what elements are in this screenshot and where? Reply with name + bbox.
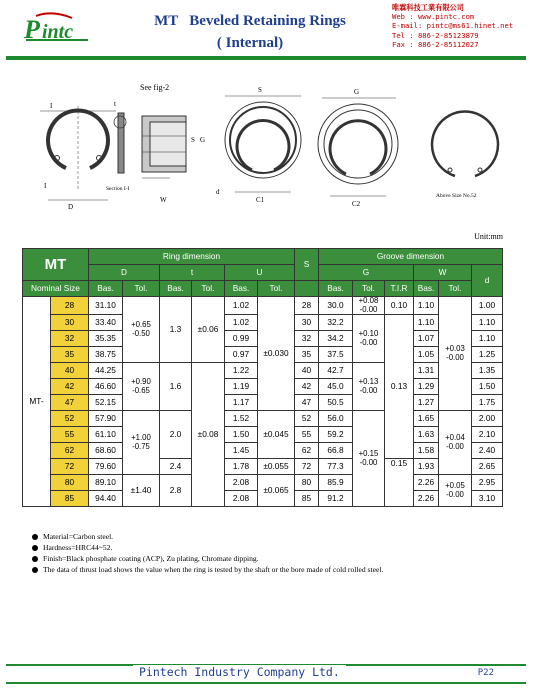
S-cell: 30 <box>295 315 319 331</box>
S-cell: 80 <box>295 475 319 491</box>
W-bas-cell: 1.65 <box>414 411 439 427</box>
U-bas-cell: 2.08 <box>225 475 258 491</box>
G-tir-header: T.I.R <box>385 281 414 297</box>
label-D: D <box>68 203 74 211</box>
G-tol-cell: +0.15 -0.00 <box>353 411 385 507</box>
t-bas-cell: 1.3 <box>160 297 192 363</box>
G-bas-cell: 77.3 <box>319 459 353 475</box>
section-view <box>114 113 186 178</box>
size-cell: 72 <box>51 459 89 475</box>
S-cell: 35 <box>295 347 319 363</box>
label-t: t <box>114 100 116 108</box>
U-bas-header: Bas. <box>225 281 258 297</box>
U-bas-cell: 1.19 <box>225 379 258 395</box>
svg-text:P: P <box>24 15 40 44</box>
W-bas-cell: 1.58 <box>414 443 439 459</box>
footer-company: Pintech Industry Company Ltd. <box>133 665 346 679</box>
bullet-icon <box>32 545 38 551</box>
U-bas-cell: 2.08 <box>225 491 258 507</box>
see-fig-label: See fig-2 <box>140 83 170 92</box>
S-cell: 32 <box>295 331 319 347</box>
G-bas-cell: 45.0 <box>319 379 353 395</box>
size-cell: 62 <box>51 443 89 459</box>
S-cell: 40 <box>295 363 319 379</box>
W-bas-cell: 2.26 <box>414 491 439 507</box>
S-cell: 55 <box>295 427 319 443</box>
W-bas-cell: 1.63 <box>414 427 439 443</box>
size-cell: 30 <box>51 315 89 331</box>
contact-fax: Fax : 886-2-85112027 <box>392 39 479 49</box>
size-cell: 40 <box>51 363 89 379</box>
col-D-header: D <box>89 265 160 281</box>
above-size-note: Above Size No.52 <box>436 193 477 199</box>
section-label: Section I-I <box>106 186 130 192</box>
bullet-icon <box>32 534 38 540</box>
ring-front-view-left <box>40 106 116 200</box>
d-cell: 3.10 <box>472 491 503 507</box>
D-bas-cell: 46.60 <box>89 379 123 395</box>
label-I-top: I <box>50 102 53 110</box>
U-tol-header: Tol. <box>258 281 295 297</box>
page-title <box>105 10 395 54</box>
W-bas-cell: 1.10 <box>414 297 439 315</box>
col-d-header: d <box>472 265 503 297</box>
G-bas-cell: 66.8 <box>319 443 353 459</box>
contact-tel: Tel : 886-2-85123879 <box>392 30 479 40</box>
W-bas-cell: 1.29 <box>414 379 439 395</box>
contact-block <box>392 3 513 49</box>
W-bas-cell: 1.05 <box>414 347 439 363</box>
U-tol-cell: ±0.030 <box>258 297 295 411</box>
d-cell: 1.00 <box>472 297 503 315</box>
d-cell: 1.25 <box>472 347 503 363</box>
d-cell: 2.65 <box>472 459 503 475</box>
nominal-size-header: Nominal Size <box>23 281 89 297</box>
S-sub-header <box>295 281 319 297</box>
unit-label: Unit:mm <box>474 232 503 241</box>
label-d: d <box>216 188 220 196</box>
W-bas-cell: 1.31 <box>414 363 439 379</box>
d-cell: 2.00 <box>472 411 503 427</box>
U-bas-cell: 1.17 <box>225 395 258 411</box>
U-tol-cell: ±0.045 <box>258 411 295 459</box>
t-tol-cell: ±0.08 <box>192 363 225 507</box>
S-cell: 52 <box>295 411 319 427</box>
G-bas-cell: 59.2 <box>319 427 353 443</box>
W-bas-cell: 2.26 <box>414 475 439 491</box>
d-cell: 2.40 <box>472 443 503 459</box>
D-bas-cell: 79.60 <box>89 459 123 475</box>
label-C1: C1 <box>256 196 265 204</box>
D-bas-cell: 68.60 <box>89 443 123 459</box>
title-line2: ( Internal) <box>216 35 284 51</box>
D-bas-cell: 35.35 <box>89 331 123 347</box>
D-bas-cell: 89.10 <box>89 475 123 491</box>
t-bas-cell: 1.6 <box>160 363 192 411</box>
U-bas-cell: 1.45 <box>225 443 258 459</box>
d-cell: 1.35 <box>472 363 503 379</box>
contact-web: Web : www.pintc.com <box>392 12 475 22</box>
pintc-logo <box>22 12 92 44</box>
t-bas-cell: 2.0 <box>160 411 192 459</box>
G-bas-cell: 34.2 <box>319 331 353 347</box>
D-bas-cell: 31.10 <box>89 297 123 315</box>
title-line1: MT Beveled Retaining Rings <box>154 13 346 29</box>
G-bas-cell: 32.2 <box>319 315 353 331</box>
label-C2: C2 <box>352 200 361 208</box>
size-cell: 28 <box>51 297 89 315</box>
ring-technical-drawing <box>30 78 515 213</box>
t-bas-header: Bas. <box>160 281 192 297</box>
S-cell: 47 <box>295 395 319 411</box>
W-bas-cell: 1.10 <box>414 315 439 331</box>
U-tol-cell: ±0.065 <box>258 475 295 507</box>
label-G-top: G <box>354 88 360 96</box>
t-tol-cell: ±0.06 <box>192 297 225 363</box>
D-bas-cell: 44.25 <box>89 363 123 379</box>
S-cell: 72 <box>295 459 319 475</box>
footer-rule-bottom <box>6 682 526 684</box>
header-divider <box>6 56 526 60</box>
G-bas-cell: 85.9 <box>319 475 353 491</box>
D-tol-cell: +0.65 -0.50 <box>123 297 160 363</box>
ring-in-groove-view <box>225 96 301 192</box>
D-bas-header: Bas. <box>89 281 123 297</box>
d-cell: 1.75 <box>472 395 503 411</box>
D-tol-header: Tol. <box>123 281 160 297</box>
size-cell: 52 <box>51 411 89 427</box>
G-tol-header: Tol. <box>353 281 385 297</box>
col-G-header: G <box>319 265 414 281</box>
U-bas-cell: 1.02 <box>225 315 258 331</box>
label-I-bottom: I <box>44 182 47 190</box>
t-bas-cell: 2.8 <box>160 475 192 507</box>
S-cell: 85 <box>295 491 319 507</box>
label-G-mid: G <box>200 136 206 144</box>
G-tol-cell: +0.08 -0.00 <box>353 297 385 315</box>
U-bas-cell: 1.78 <box>225 459 258 475</box>
G-bas-header: Bas. <box>319 281 353 297</box>
bullet-icon <box>32 567 38 573</box>
size-cell: 47 <box>51 395 89 411</box>
label-S-mid: S <box>191 136 195 144</box>
size-cell: 32 <box>51 331 89 347</box>
U-tol-cell: ±0.055 <box>258 459 295 475</box>
W-tol-header: Tol. <box>439 281 472 297</box>
W-bas-cell: 1.07 <box>414 331 439 347</box>
ring-groove-detail-view <box>318 98 398 196</box>
G-bas-cell: 37.5 <box>319 347 353 363</box>
W-bas-cell: 1.93 <box>414 459 439 475</box>
D-bas-cell: 61.10 <box>89 427 123 443</box>
d-cell: 2.10 <box>472 427 503 443</box>
D-bas-cell: 38.75 <box>89 347 123 363</box>
label-S-top: S <box>258 86 262 94</box>
W-tol-cell: +0.03 -0.00 <box>439 297 472 411</box>
W-bas-cell: 1.27 <box>414 395 439 411</box>
G-bas-cell: 30.0 <box>319 297 353 315</box>
note-item: Finish=Black phosphate coating (ACP), Zu plating, Chromate dipping. <box>32 553 383 564</box>
d-cell: 1.10 <box>472 315 503 331</box>
svg-text:intc: intc <box>42 21 74 43</box>
notes-list <box>32 531 383 575</box>
D-bas-cell: 52.15 <box>89 395 123 411</box>
label-W: W <box>160 196 167 204</box>
bullet-icon <box>32 556 38 562</box>
size-cell: 35 <box>51 347 89 363</box>
brand-header: MT <box>23 249 89 281</box>
G-bas-cell: 91.2 <box>319 491 353 507</box>
D-bas-cell: 33.40 <box>89 315 123 331</box>
page-number: P22 <box>475 668 497 678</box>
col-U-header: U <box>225 265 295 281</box>
note-item: Hardness=HRC44~52. <box>32 542 383 553</box>
col-W-header: W <box>414 265 472 281</box>
tir-cell: 0.13 <box>385 315 414 459</box>
U-bas-cell: 1.52 <box>225 411 258 427</box>
G-tol-cell: +0.13 -0.00 <box>353 363 385 411</box>
prefix-cell: MT- <box>23 297 51 507</box>
D-tol-cell: +0.90 -0.65 <box>123 363 160 411</box>
d-cell: 1.10 <box>472 331 503 347</box>
U-bas-cell: 1.50 <box>225 427 258 443</box>
size-cell: 42 <box>51 379 89 395</box>
ring-dimension-header: Ring dimension <box>89 249 295 265</box>
S-cell: 62 <box>295 443 319 459</box>
W-tol-cell: +0.05 -0.00 <box>439 475 472 507</box>
G-bas-cell: 42.7 <box>319 363 353 379</box>
spec-table <box>22 248 503 507</box>
size-cell: 85 <box>51 491 89 507</box>
W-tol-cell: +0.04 -0.00 <box>439 411 472 475</box>
G-bas-cell: 50.5 <box>319 395 353 411</box>
company-chinese-name: 唯霖科技工業有限公司 <box>392 3 464 12</box>
U-bas-cell: 0.97 <box>225 347 258 363</box>
note-item: Material=Carbon steel. <box>32 531 383 542</box>
ring-large-size-view <box>432 112 498 176</box>
U-bas-cell: 1.22 <box>225 363 258 379</box>
d-cell: 2.95 <box>472 475 503 491</box>
S-cell: 28 <box>295 297 319 315</box>
D-tol-cell: +1.00 -0.75 <box>123 411 160 475</box>
G-bas-cell: 56.0 <box>319 411 353 427</box>
note-item: The data of thrust load shows the value when the ring is tested by the shaft or the bore made of cold rolled steel. <box>32 564 383 575</box>
U-bas-cell: 0.99 <box>225 331 258 347</box>
D-bas-cell: 94.40 <box>89 491 123 507</box>
size-cell: 80 <box>51 475 89 491</box>
d-cell: 1.50 <box>472 379 503 395</box>
U-bas-cell: 1.02 <box>225 297 258 315</box>
groove-dimension-header: Groove dimension <box>319 249 503 265</box>
tir-cell: 0.10 <box>385 297 414 315</box>
D-tol-cell: ±1.40 <box>123 475 160 507</box>
t-bas-cell: 2.4 <box>160 459 192 475</box>
t-tol-header: Tol. <box>192 281 225 297</box>
contact-email: E-mail: pintc@ms61.hinet.net <box>392 21 514 31</box>
S-cell: 42 <box>295 379 319 395</box>
D-bas-cell: 57.90 <box>89 411 123 427</box>
W-bas-header: Bas. <box>414 281 439 297</box>
col-t-header: t <box>160 265 225 281</box>
tir-cell: 0.15 <box>385 459 414 507</box>
size-cell: 55 <box>51 427 89 443</box>
G-tol-cell: +0.10 -0.00 <box>353 315 385 363</box>
col-S-header: S <box>295 249 319 281</box>
